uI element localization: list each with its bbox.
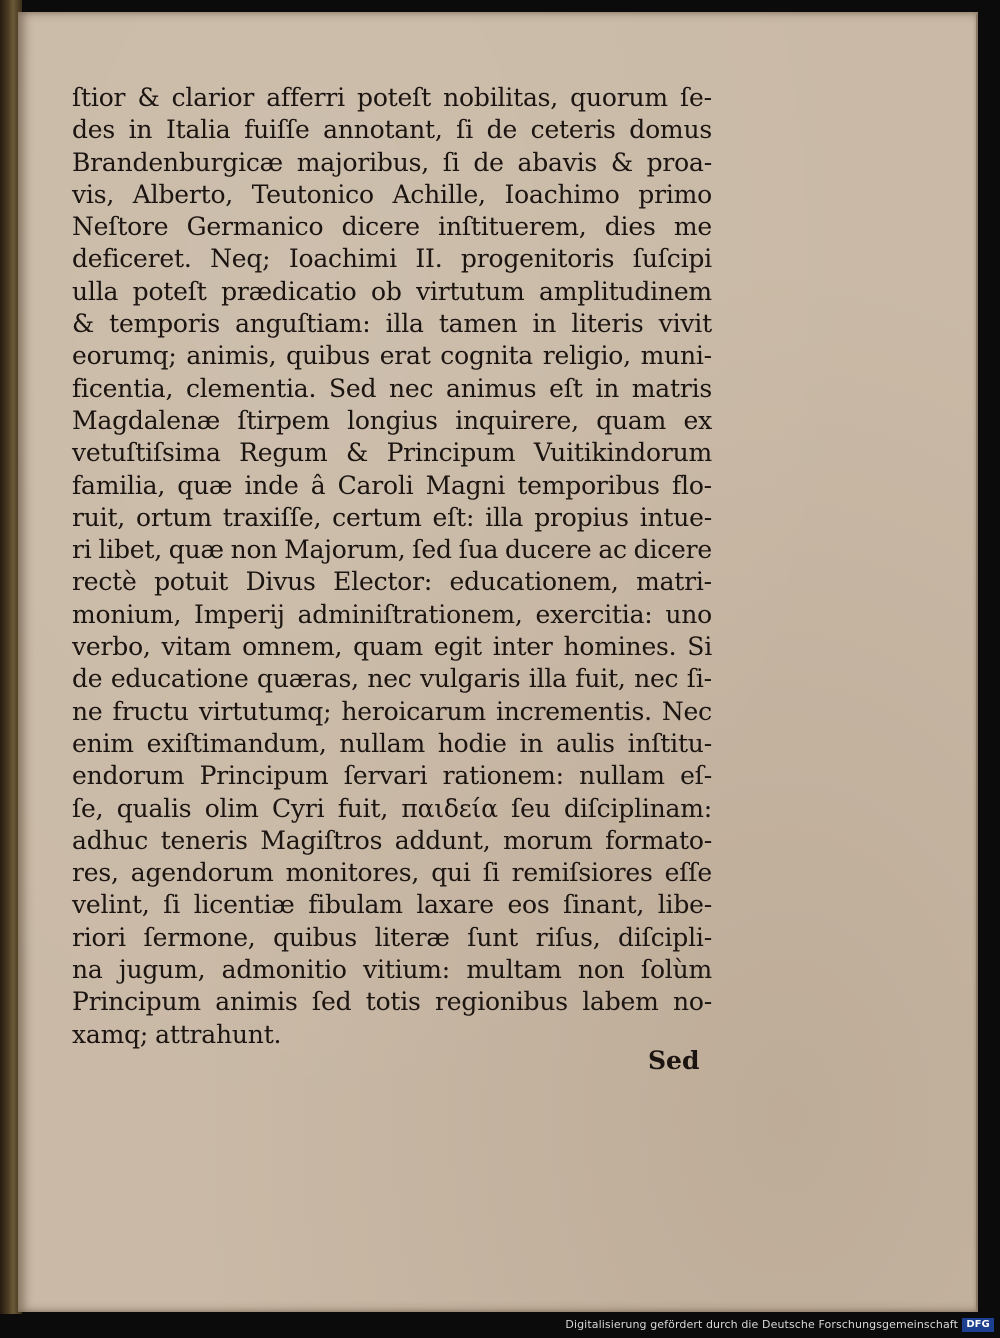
text-line: ſtior & clarior afferri poteſt nobilitas, quorum ſe- (72, 83, 712, 112)
text-line: ſe, qualis olim Cyri fuit, παιδεία ſeu diſciplinam: (72, 793, 712, 823)
text-line: adhuc teneris Magiſtros addunt, morum formato- (72, 825, 712, 855)
text-line: ficentia, clementia. Sed nec animus eſt in matris (72, 373, 712, 403)
text-line: vis, Alberto, Teutonico Achille, Ioachimo primo (72, 179, 712, 209)
body-text (72, 82, 712, 1051)
text-line: velint, ſi licentiæ fibulam laxare eos ſinant, libe- (72, 890, 712, 920)
text-line: res, agendorum monitores, qui ſi remiſsiores eſſe (72, 858, 712, 888)
text-line: deficeret. Neq; Ioachimi II. progenitoris ſuſcipi (72, 244, 712, 274)
page-edge (976, 14, 978, 1310)
text-line: eorumq; animis, quibus erat cognita religio, muni- (72, 341, 712, 371)
text-line: ruit, ortum traxiſſe, certum eſt: illa propius intue- (72, 502, 712, 532)
text-line: Principum animis ſed totis regionibus labem no- (72, 987, 712, 1017)
text-line: Neſtore Germanico dicere inſtituerem, dies me (72, 212, 712, 242)
text-line: verbo, vitam omnem, quam egit inter homines. Si (72, 632, 712, 662)
catchword: Sed (648, 1046, 700, 1075)
text-line: & temporis anguſtiam: illa tamen in literis vivit (72, 309, 712, 339)
funding-credit: Digitalisierung gefördert durch die Deutsche Forschungsgemeinschaft (565, 1318, 958, 1331)
text-line: ri libet, quæ non Majorum, ſed ſua ducere ac dicere (72, 535, 712, 565)
text-line: ne fructu virtutumq; heroicarum incrementis. Nec (72, 696, 712, 726)
text-line: monium, Imperij adminiſtrationem, exercitia: uno (72, 599, 712, 629)
text-line: endorum Principum ſervari rationem: nullam eſ- (72, 761, 712, 791)
text-line: rectè potuit Divus Elector: educationem, matri- (72, 567, 712, 597)
text-line: na jugum, admonitio vitium: multam non ſolùm (72, 955, 712, 985)
text-line: ulla poteſt prædicatio ob virtutum amplitudinem (72, 276, 712, 306)
text-line: xamq; attrahunt. (72, 1019, 282, 1049)
text-line: Brandenburgicæ majoribus, ſi de abavis & proa- (72, 147, 712, 177)
text-line: de educatione quæras, nec vulgaris illa fuit, nec ſi- (72, 664, 712, 694)
text-line: familia, quæ inde â Caroli Magni temporibus flo- (72, 470, 712, 500)
text-line: des in Italia fuiſſe annotant, ſi de ceteris domus (72, 115, 712, 145)
text-line: vetuſtiſsima Regum & Principum Vuitikindorum (72, 438, 712, 468)
text-line: Magdalenæ ſtirpem longius inquirere, quam ex (72, 405, 712, 435)
text-line: enim exiſtimandum, nullam hodie in aulis inſtitu- (72, 728, 712, 758)
dfg-logo: DFG (962, 1318, 994, 1332)
text-line: riori ſermone, quibus literæ ſunt riſus, diſcipli- (72, 922, 712, 952)
